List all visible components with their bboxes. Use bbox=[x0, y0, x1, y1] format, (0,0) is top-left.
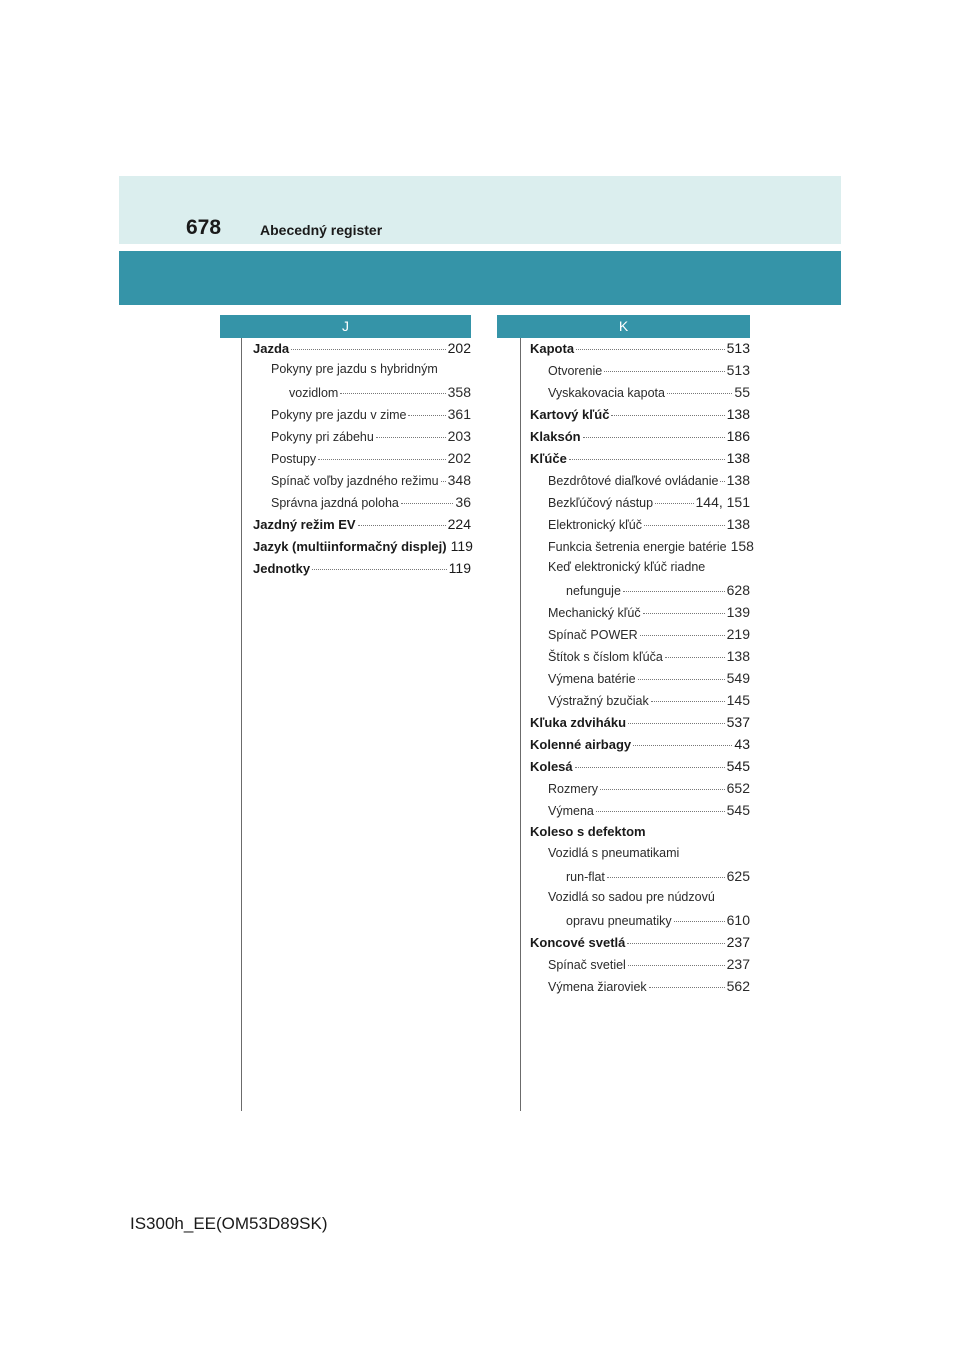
entry-page-number: 625 bbox=[726, 868, 750, 884]
index-entry bbox=[530, 890, 750, 912]
document-code: IS300h_EE(OM53D89SK) bbox=[130, 1214, 328, 1233]
entry-page-number: 138 bbox=[726, 516, 750, 532]
index-entry bbox=[530, 758, 750, 780]
entry-label: Jazyk (multiinformačný displej) bbox=[253, 539, 447, 554]
dot-leader bbox=[576, 349, 725, 350]
entry-label: Pokyny pre jazdu s hybridným bbox=[271, 362, 438, 376]
header-band bbox=[119, 176, 841, 244]
section-title: Abecedný register bbox=[260, 222, 383, 238]
entry-page-number: 36 bbox=[455, 494, 471, 510]
dot-leader bbox=[401, 503, 454, 504]
index-entry bbox=[530, 802, 750, 824]
index-entry bbox=[530, 340, 750, 362]
index-entry bbox=[530, 714, 750, 736]
index-entry bbox=[253, 428, 471, 450]
dot-leader bbox=[638, 679, 725, 680]
entry-page-number: 55 bbox=[734, 384, 750, 400]
dot-leader bbox=[628, 965, 725, 966]
dot-leader bbox=[318, 459, 445, 460]
column-rule-right bbox=[520, 338, 521, 1111]
dot-leader bbox=[600, 789, 725, 790]
dot-leader bbox=[340, 393, 445, 394]
entry-label: Vyskakovacia kapota bbox=[548, 386, 665, 400]
entry-label: Výmena batérie bbox=[548, 672, 636, 686]
index-entry bbox=[530, 560, 750, 582]
entry-label: Správna jazdná poloha bbox=[271, 496, 399, 510]
dot-leader bbox=[358, 525, 446, 526]
index-entry bbox=[530, 670, 750, 692]
entry-label: Keď elektronický kľúč riadne bbox=[548, 560, 706, 574]
index-entry bbox=[530, 648, 750, 670]
index-entry bbox=[530, 626, 750, 648]
entry-page-number: 219 bbox=[726, 626, 750, 642]
index-entry bbox=[530, 912, 750, 934]
index-entry bbox=[530, 494, 750, 516]
index-entry bbox=[253, 560, 471, 582]
entry-page-number: 358 bbox=[447, 384, 471, 400]
entry-page-number: 186 bbox=[726, 428, 750, 444]
entry-label: Jednotky bbox=[253, 561, 311, 576]
entry-page-number: 545 bbox=[726, 758, 750, 774]
index-entry bbox=[253, 340, 471, 362]
index-entry bbox=[530, 516, 750, 538]
dot-leader bbox=[674, 921, 725, 922]
dot-leader bbox=[575, 767, 725, 768]
index-entry bbox=[253, 472, 471, 494]
entry-label: Jazdný režim EV bbox=[253, 517, 356, 532]
index-entry bbox=[253, 406, 471, 428]
entry-label: Spínač POWER bbox=[548, 628, 638, 642]
dot-leader bbox=[633, 745, 732, 746]
entry-label: Otvorenie bbox=[548, 364, 603, 378]
entry-page-number: 138 bbox=[726, 648, 750, 664]
entry-label: Pokyny pri zábehu bbox=[271, 430, 374, 444]
entry-label: Bezkľúčový nástup bbox=[548, 496, 654, 510]
entry-page-number: 43 bbox=[734, 736, 750, 752]
index-entry bbox=[530, 736, 750, 758]
entry-label: Výmena žiaroviek bbox=[548, 980, 647, 994]
index-entry bbox=[530, 846, 750, 868]
index-entry bbox=[253, 450, 471, 472]
entry-page-number: 610 bbox=[726, 912, 750, 928]
entry-label: Spínač svetiel bbox=[548, 958, 626, 972]
entry-page-number: 237 bbox=[726, 934, 750, 950]
dot-leader bbox=[649, 987, 725, 988]
entry-label: Vozidlá so sadou pre núdzovú bbox=[548, 890, 715, 904]
index-entry bbox=[530, 978, 750, 1000]
chapter-band bbox=[119, 251, 841, 305]
entry-page-number: 537 bbox=[726, 714, 750, 730]
entry-label: nefunguje bbox=[566, 584, 621, 598]
entry-page-number: 361 bbox=[447, 406, 471, 422]
dot-leader bbox=[651, 701, 725, 702]
index-column-j bbox=[253, 340, 471, 582]
dot-leader bbox=[441, 481, 446, 482]
entry-label: Spínač voľby jazdného režimu bbox=[271, 474, 439, 488]
entry-page-number: 119 bbox=[448, 560, 471, 576]
index-entry bbox=[530, 692, 750, 714]
dot-leader bbox=[628, 723, 725, 724]
entry-label: Vozidlá s pneumatikami bbox=[548, 846, 680, 860]
index-entry bbox=[530, 824, 750, 846]
dot-leader bbox=[376, 437, 446, 438]
dot-leader bbox=[640, 635, 725, 636]
entry-page-number: 224 bbox=[447, 516, 471, 532]
entry-label: Klaksón bbox=[530, 429, 581, 444]
entry-label: Elektronický kľúč bbox=[548, 518, 642, 532]
dot-leader bbox=[583, 437, 725, 438]
entry-page-number: 119 bbox=[450, 538, 473, 554]
dot-leader bbox=[644, 525, 725, 526]
column-rule-left bbox=[241, 338, 242, 1111]
entry-label: Kapota bbox=[530, 341, 575, 356]
index-entry bbox=[530, 406, 750, 428]
entry-page-number: 145 bbox=[726, 692, 750, 708]
entry-label: Bezdrôtové diaľkové ovládanie bbox=[548, 474, 719, 488]
entry-page-number: 237 bbox=[726, 956, 750, 972]
entry-label: Koncové svetlá bbox=[530, 935, 626, 950]
entry-label: Postupy bbox=[271, 452, 317, 466]
entry-label: vozidlom bbox=[289, 386, 339, 400]
dot-leader bbox=[596, 811, 725, 812]
index-entry bbox=[530, 538, 754, 560]
entry-label: Výmena bbox=[548, 804, 594, 818]
index-entry bbox=[530, 582, 750, 604]
index-entry bbox=[530, 472, 750, 494]
entry-label: Štítok s číslom kľúča bbox=[548, 650, 663, 664]
entry-page-number: 562 bbox=[726, 978, 750, 994]
dot-leader bbox=[408, 415, 445, 416]
entry-label: Funkcia šetrenia energie batérie bbox=[548, 540, 727, 554]
index-entry bbox=[253, 384, 471, 406]
entry-label: Pokyny pre jazdu v zime bbox=[271, 408, 407, 422]
entry-page-number: 545 bbox=[726, 802, 750, 818]
entry-label: Kľúče bbox=[530, 451, 567, 466]
entry-page-number: 549 bbox=[726, 670, 750, 686]
entry-page-number: 139 bbox=[726, 604, 750, 620]
entry-page-number: 203 bbox=[447, 428, 471, 444]
letter-heading-j: J bbox=[220, 315, 471, 338]
dot-leader bbox=[665, 657, 725, 658]
dot-leader bbox=[569, 459, 725, 460]
entry-label: opravu pneumatiky bbox=[566, 914, 672, 928]
entry-page-number: 144, 151 bbox=[695, 494, 750, 510]
entry-label: run-flat bbox=[566, 870, 605, 884]
dot-leader bbox=[667, 393, 732, 394]
dot-leader bbox=[291, 349, 446, 350]
index-column-k bbox=[530, 340, 754, 1000]
index-entry bbox=[530, 780, 750, 802]
index-entry bbox=[530, 362, 750, 384]
dot-leader bbox=[627, 943, 724, 944]
entry-page-number: 652 bbox=[726, 780, 750, 796]
dot-leader bbox=[643, 613, 725, 614]
dot-leader bbox=[623, 591, 725, 592]
entry-label: Mechanický kľúč bbox=[548, 606, 641, 620]
entry-label: Kartový kľúč bbox=[530, 407, 610, 422]
index-entry bbox=[253, 516, 471, 538]
index-entry bbox=[530, 384, 750, 406]
entry-label: Rozmery bbox=[548, 782, 599, 796]
entry-page-number: 138 bbox=[726, 450, 750, 466]
dot-leader bbox=[611, 415, 724, 416]
entry-label: Výstražný bzučiak bbox=[548, 694, 649, 708]
entry-label: Jazda bbox=[253, 341, 290, 356]
entry-label: Kolenné airbagy bbox=[530, 737, 632, 752]
entry-label: Kľuka zdviháku bbox=[530, 715, 627, 730]
entry-page-number: 202 bbox=[447, 340, 471, 356]
entry-page-number: 138 bbox=[726, 406, 750, 422]
entry-label: Kolesá bbox=[530, 759, 573, 774]
dot-leader bbox=[312, 569, 447, 570]
dot-leader bbox=[604, 371, 724, 372]
index-entry bbox=[253, 362, 471, 384]
dot-leader bbox=[607, 877, 725, 878]
entry-label: Koleso s defektom bbox=[530, 824, 646, 839]
entry-page-number: 513 bbox=[726, 362, 750, 378]
entry-page-number: 138 bbox=[726, 472, 750, 488]
index-entry bbox=[530, 956, 750, 978]
entry-page-number: 513 bbox=[726, 340, 750, 356]
entry-page-number: 202 bbox=[447, 450, 471, 466]
dot-leader bbox=[655, 503, 693, 504]
index-entry bbox=[530, 868, 750, 890]
letter-heading-k: K bbox=[497, 315, 750, 338]
index-entry bbox=[530, 450, 750, 472]
index-entry bbox=[253, 494, 471, 516]
index-entry bbox=[253, 538, 471, 560]
index-entry bbox=[530, 604, 750, 626]
entry-page-number: 628 bbox=[726, 582, 750, 598]
index-entry bbox=[530, 934, 750, 956]
entry-page-number: 158 bbox=[730, 538, 754, 554]
page-number: 678 bbox=[186, 216, 222, 239]
dot-leader bbox=[720, 481, 724, 482]
index-entry bbox=[530, 428, 750, 450]
entry-page-number: 348 bbox=[447, 472, 471, 488]
